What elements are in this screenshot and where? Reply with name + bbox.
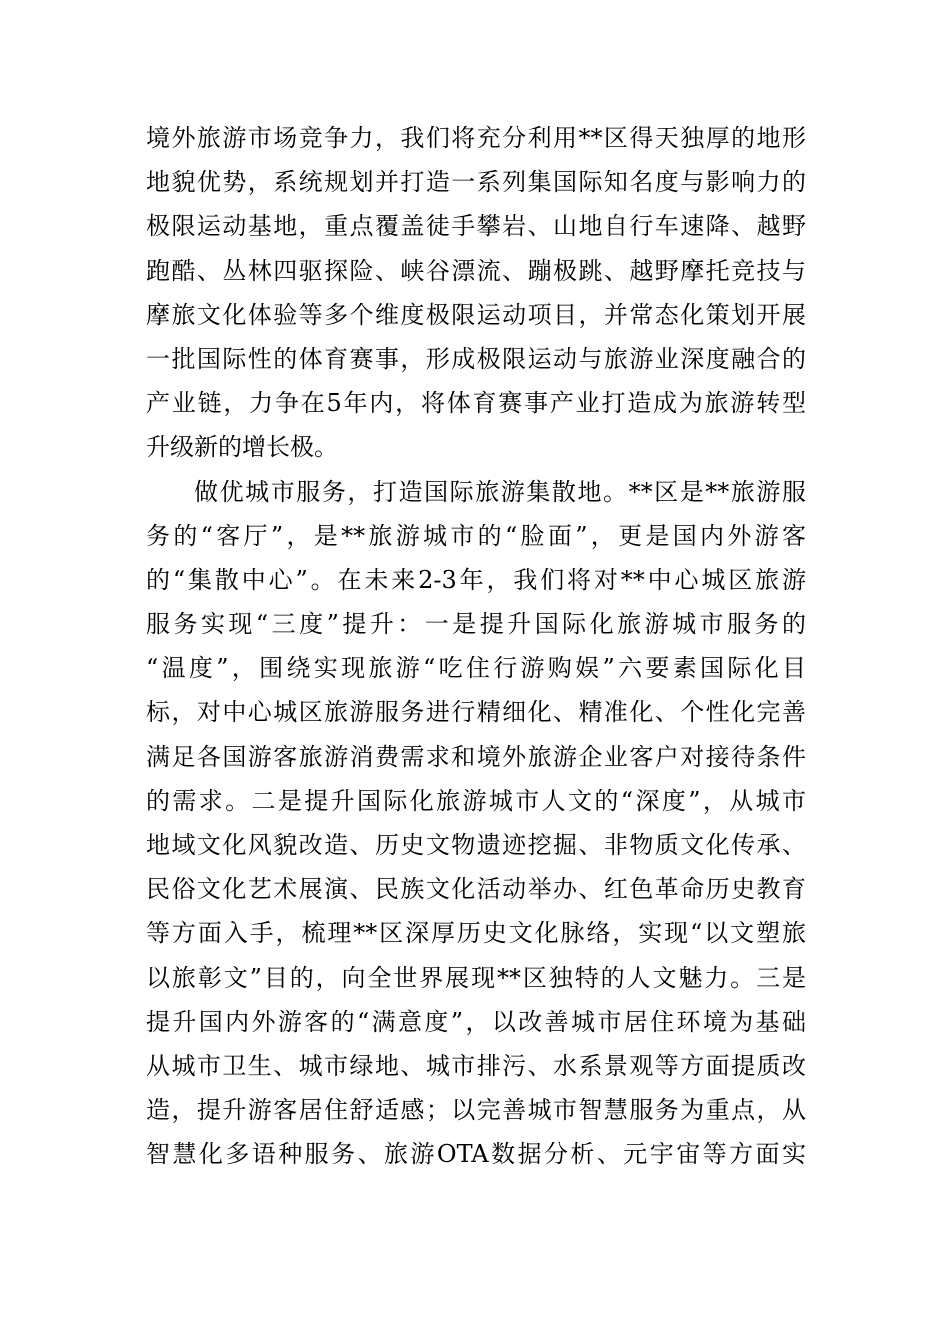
text-line: 摩旅文化体验等多个维度极限运动项目，并常态化策划开展 xyxy=(146,300,806,329)
text-line: 满足各国游客旅游消费需求和境外旅游企业客户对接待条件 xyxy=(146,742,806,771)
paragraph-start-line: 做优城市服务，打造国际旅游集散地。**区是**旅游服 xyxy=(194,477,806,506)
text-line: 境外旅游市场竞争力，我们将充分利用**区得天独厚的地形 xyxy=(146,124,806,152)
body-text xyxy=(146,116,806,1177)
text-line: 跑酷、丛林四驱探险、峡谷漂流、蹦极跳、越野摩托竞技与 xyxy=(146,256,806,285)
text-line: “温度”，围绕实现旅游“吃住行游购娱”六要素国际化目 xyxy=(146,654,806,683)
text-line: 产业链，力争在5年内，将体育赛事产业打造成为旅游转型 xyxy=(146,389,806,418)
text-line: 升级新的增长极。 xyxy=(146,433,338,462)
text-line: 等方面入手，梳理**区深厚历史文化脉络，实现“以文塑旅 xyxy=(146,919,806,948)
text-line: 民俗文化艺术展演、民族文化活动举办、红色革命历史教育 xyxy=(146,875,806,904)
text-line: 地貌优势，系统规划并打造一系列集国际知名度与影响力的 xyxy=(146,168,806,197)
text-line: 从城市卫生、城市绿地、城市排污、水系景观等方面提质改 xyxy=(146,1051,806,1080)
text-line: 服务实现“三度”提升：一是提升国际化旅游城市服务的 xyxy=(146,610,806,639)
text-line: 造，提升游客居住舒适感；以完善城市智慧服务为重点，从 xyxy=(146,1096,806,1125)
text-line: 的需求。二是提升国际化旅游城市人文的“深度”，从城市 xyxy=(146,786,806,815)
text-line: 一批国际性的体育赛事，形成极限运动与旅游业深度融合的 xyxy=(146,344,806,373)
text-line: 的“集散中心”。在未来2-3年，我们将对**中心城区旅游 xyxy=(146,565,806,594)
text-line: 标，对中心城区旅游服务进行精细化、精准化、个性化完善 xyxy=(146,698,806,727)
text-line: 智慧化多语种服务、旅游OTA数据分析、元宇宙等方面实 xyxy=(146,1140,806,1169)
text-line: 提升国内外游客的“满意度”，以改善城市居住环境为基础 xyxy=(146,1007,806,1036)
text-line: 极限运动基地，重点覆盖徒手攀岩、山地自行车速降、越野 xyxy=(146,212,806,241)
text-line: 地域文化风貌改造、历史文物遗迹挖掘、非物质文化传承、 xyxy=(146,831,806,859)
text-line: 以旅彰文”目的，向全世界展现**区独特的人文魅力。三是 xyxy=(146,963,806,992)
text-line: 务的“客厅”，是**旅游城市的“脸面”，更是国内外游客 xyxy=(146,521,806,550)
